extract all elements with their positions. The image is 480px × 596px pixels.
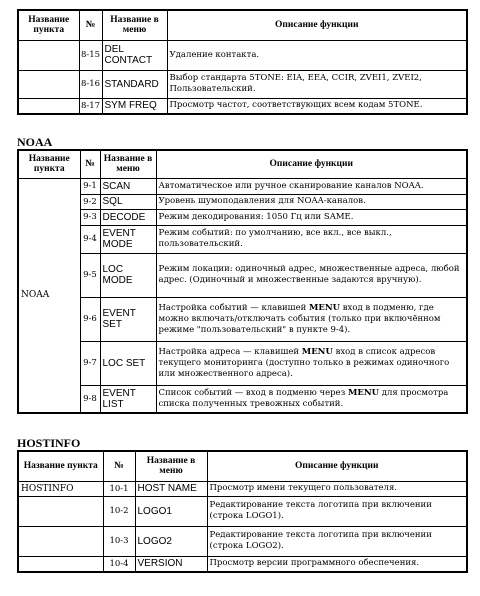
header-name: Название пункта <box>18 10 79 40</box>
header-num: № <box>79 10 102 40</box>
header-desc: Описание функции <box>207 451 467 481</box>
cell-desc: Выбор стандарта 5TONE: EIA, EEA, CCIR, ZVEI1, ZVEI2, Пользовательский. <box>167 70 467 98</box>
cell-menu: LOC MODE <box>100 253 156 297</box>
cell-num: 9-6 <box>80 297 100 341</box>
menu-key: MENU <box>301 346 333 357</box>
cell-num: 10-3 <box>103 526 135 556</box>
table-row <box>18 526 467 556</box>
cell-menu: DEL CONTACT <box>102 40 167 70</box>
desc-text: Настройка событий — клавишей <box>158 302 309 313</box>
cell-desc: Просмотр имени текущего пользователя. <box>207 481 467 496</box>
cell-desc: Автоматическое или ручное сканирование каналов NOAA. <box>156 178 467 194</box>
cell-name: HOSTINFO <box>18 481 103 496</box>
cell-num: 8-17 <box>79 98 102 114</box>
header-menu: Название в меню <box>100 150 156 178</box>
cell-name <box>18 526 103 556</box>
section-title: NOAA <box>17 135 53 149</box>
cell-menu: EVENT LIST <box>100 385 156 413</box>
cell-name <box>18 70 79 98</box>
cell-menu: LOC SET <box>100 341 156 385</box>
header-name: Название пункта <box>18 451 103 481</box>
table-row <box>18 297 467 341</box>
section-title: HOSTINFO <box>17 436 81 450</box>
desc-text: Настройка адреса — клавишей <box>158 346 302 357</box>
cell-desc: Редактирование текста логотипа при включении (строка LOGO2). <box>207 526 467 556</box>
table-row <box>18 178 467 194</box>
cell-num: 10-2 <box>103 496 135 526</box>
table-row <box>18 481 467 496</box>
cell-menu: EVENT MODE <box>100 225 156 253</box>
header-num: № <box>103 451 135 481</box>
cell-desc: Режим событий: по умолчанию, все вкл., все выкл., пользовательский. <box>156 225 467 253</box>
table-row <box>18 385 467 413</box>
header-menu: Название в меню <box>102 10 167 40</box>
menu-key: MENU <box>308 302 341 313</box>
cell-name <box>18 496 103 526</box>
cell-num: 9-4 <box>80 225 100 253</box>
header-num: № <box>80 150 100 178</box>
cell-num: 8-15 <box>79 40 102 70</box>
table-row <box>18 98 467 114</box>
desc-text: для просмотра списка полученных тревожных событий. <box>158 387 449 409</box>
cell-num: 8-16 <box>79 70 102 98</box>
cell-menu: SYM FREQ <box>102 98 167 114</box>
cell-name <box>18 556 103 572</box>
table-row <box>18 253 467 297</box>
table-row <box>18 225 467 253</box>
cell-menu: LOGO2 <box>135 526 207 556</box>
header-name: Название пункта <box>18 150 80 178</box>
cell-menu: LOGO1 <box>135 496 207 526</box>
cell-desc: Удаление контакта. <box>167 40 467 70</box>
table <box>17 149 468 414</box>
header-desc: Описание функции <box>156 150 467 178</box>
cell-name <box>18 98 79 114</box>
cell-num: 10-1 <box>103 481 135 496</box>
table-row <box>18 209 467 225</box>
table-row <box>18 40 467 70</box>
cell-num: 9-3 <box>80 209 100 225</box>
header-menu: Название в меню <box>135 451 207 481</box>
cell-menu: SQL <box>100 194 156 209</box>
table-5tone <box>17 9 468 115</box>
cell-desc: Просмотр версии программного обеспечения. <box>207 556 467 572</box>
desc-text: вход в подменю, где можно включать/отключать события (только при включённом режиме "пользовательский" в пункте 9-4). <box>158 302 441 335</box>
desc-text: Список событий — вход в подменю через <box>158 387 348 398</box>
table-row <box>18 556 467 572</box>
cell-num: 9-1 <box>80 178 100 194</box>
table-row <box>18 341 467 385</box>
desc-text: вход в список адресов текущего мониторинга (доступно только в режимах одиночного или множественного адреса). <box>158 346 450 379</box>
table-row <box>18 496 467 526</box>
table-row <box>18 194 467 209</box>
cell-menu: VERSION <box>135 556 207 572</box>
cell-name: NOAA <box>18 178 80 413</box>
cell-menu: SCAN <box>100 178 156 194</box>
cell-num: 9-8 <box>80 385 100 413</box>
table <box>17 450 468 573</box>
cell-desc: Режим локации: одиночный адрес, множественные адреса, любой адрес. (Одиночный и множественные задаются вручную). <box>156 253 467 297</box>
cell-num: 9-7 <box>80 341 100 385</box>
cell-desc: Редактирование текста логотипа при включении (строка LOGO1). <box>207 496 467 526</box>
cell-num: 10-4 <box>103 556 135 572</box>
cell-desc: Уровень шумоподавления для NOAA-каналов. <box>156 194 467 209</box>
section-hostinfo <box>17 436 468 573</box>
cell-menu: HOST NAME <box>135 481 207 496</box>
cell-menu: DECODE <box>100 209 156 225</box>
cell-num: 9-2 <box>80 194 100 209</box>
table-row <box>18 70 467 98</box>
cell-desc <box>156 341 467 385</box>
table <box>17 9 468 115</box>
section-noaa <box>17 135 468 414</box>
cell-desc: Просмотр частот, соответствующих всем кодам 5TONE. <box>167 98 467 114</box>
cell-num: 9-5 <box>80 253 100 297</box>
cell-menu: EVENT SET <box>100 297 156 341</box>
cell-name <box>18 40 79 70</box>
cell-desc: Режим декодирования: 1050 Гц или SAME. <box>156 209 467 225</box>
cell-desc <box>156 297 467 341</box>
header-desc: Описание функции <box>167 10 467 40</box>
menu-key: MENU <box>347 387 380 398</box>
cell-menu: STANDARD <box>102 70 167 98</box>
cell-desc <box>156 385 467 413</box>
